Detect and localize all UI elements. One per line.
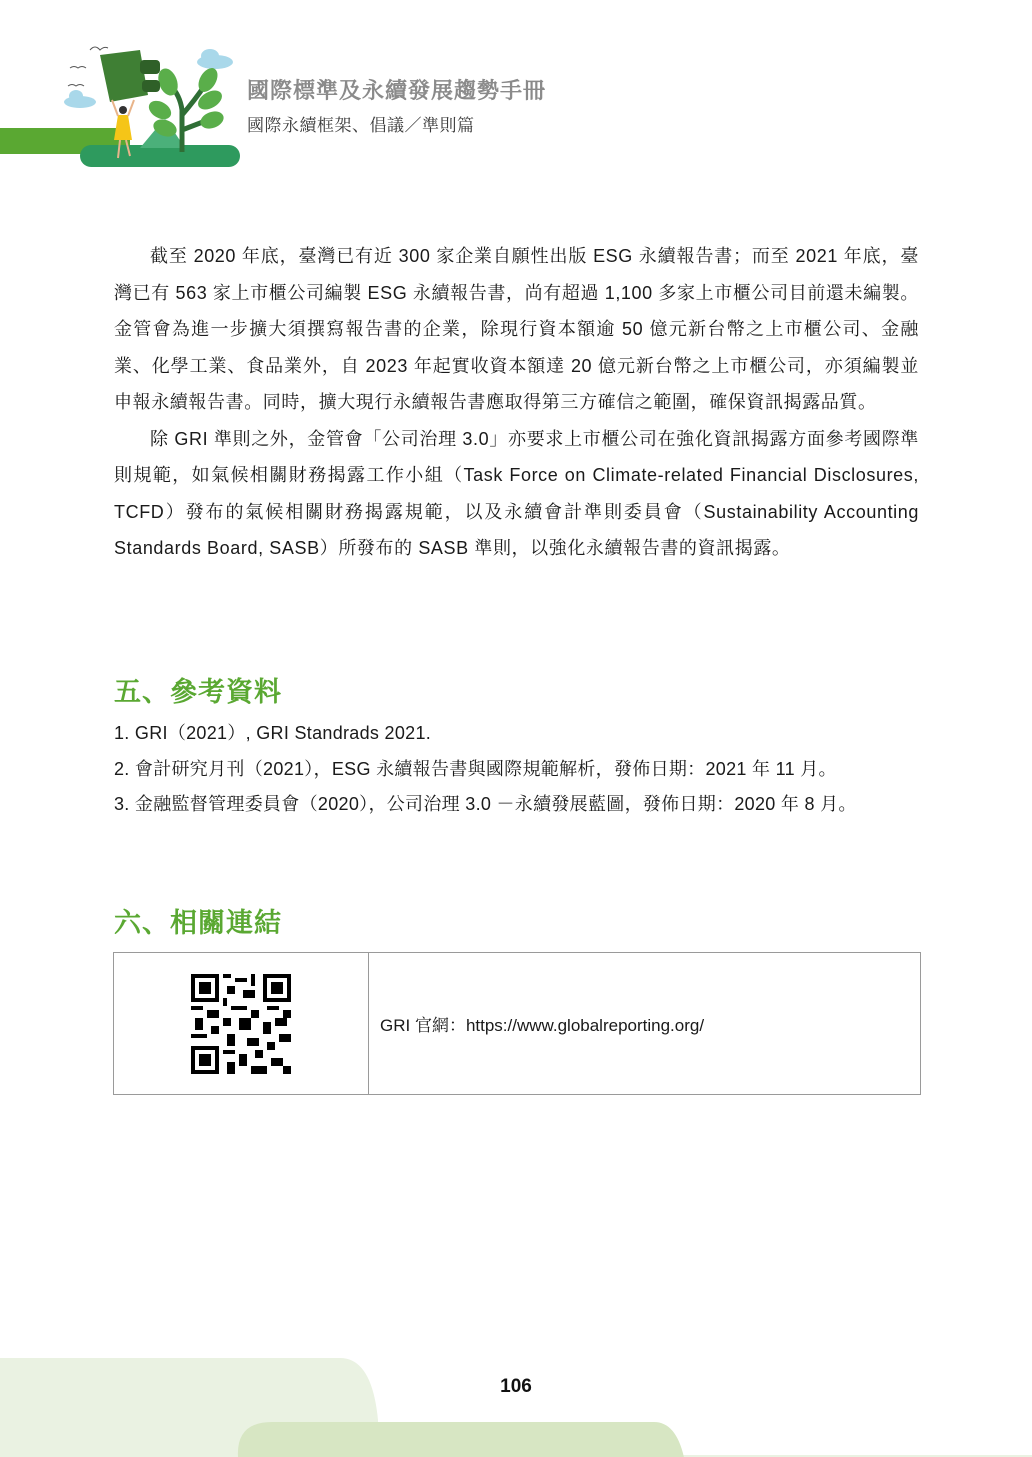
reference-item: 2. 會計研究月刊（2021），ESG 永續報告書與國際規範解析，發佈日期：2021 年 11 月。 (114, 758, 837, 779)
qr-cell (114, 953, 369, 1094)
page-header (0, 0, 1032, 180)
reference-item: 3. 金融監督管理委員會（2020），公司治理 3.0 －永續發展藍圖，發佈日期：2020 年 8 月。 (114, 794, 857, 814)
qr-code-icon[interactable] (191, 974, 291, 1074)
page-number: 106 (500, 1376, 532, 1397)
body-paragraph: 除 GRI 準則之外，金管會「公司治理 3.0」亦要求上市櫃公司在強化資訊揭露方面參考國際準則規範，如氣候相關財務揭露工作小組（Task Force on Climate-related Financial Disclosures, TCFD）發布的氣候相關財務揭露規範，以及永續會計準則委員會（Sustainability Accounting Standards Board, SASB）所發布的 SASB 準則，以強化永續報告書的資訊揭露。 (114, 428, 919, 558)
document-title: 國際標準及永續發展趨勢手冊 (247, 78, 547, 103)
gri-website-link[interactable]: GRI 官網：https://www.globalreporting.org/ (380, 1016, 705, 1035)
related-links-table (113, 952, 921, 1095)
references-heading: 五、參考資料 (114, 677, 282, 707)
references-list (114, 716, 919, 823)
document-subtitle: 國際永續框架、倡議／準則篇 (247, 116, 475, 135)
body-text (114, 238, 919, 567)
header-illustration-icon (60, 40, 250, 170)
related-links-heading: 六、相關連結 (114, 908, 282, 938)
reference-item: 1. GRI（2021）, GRI Standrads 2021. (114, 723, 432, 743)
body-paragraph: 截至 2020 年底，臺灣已有近 300 家企業自願性出版 ESG 永續報告書；而至 2021 年底，臺灣已有 563 家上市櫃公司編製 ESG 永續報告書，尚有超過 1,100 多家上市櫃公司目前還未編製。金管會為進一步擴大須撰寫報告書的企業，除現行資本額逾 50 億元新台幣之上市櫃公司、金融業、化學工業、食品業外，自 2023 年起實收資本額達 20 億元新台幣之上市櫃公司，亦須編製並申報永續報告書。同時，擴大現行永續報告書應取得第三方確信之範圍，確保資訊揭露品質。 (114, 246, 919, 412)
